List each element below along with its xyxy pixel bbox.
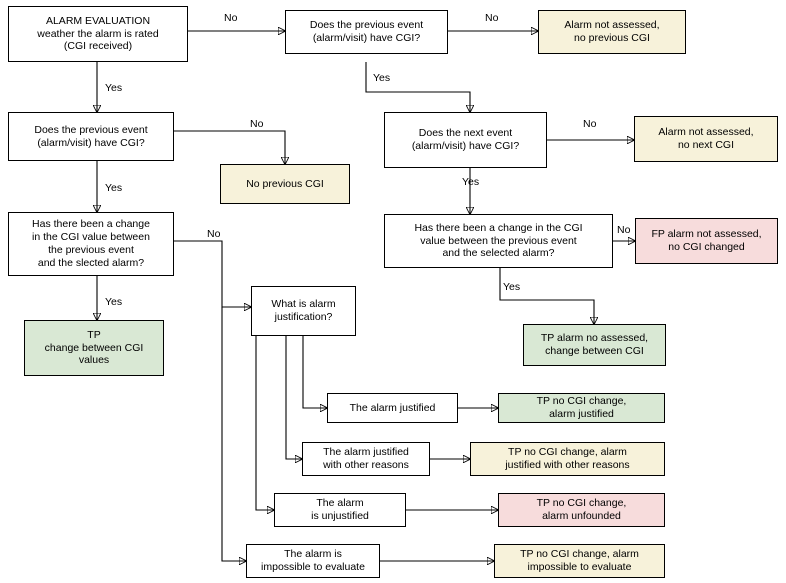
edge-label-changeleft-no: No: [207, 228, 221, 240]
node-out-alarm-justified-label: TP no CGI change, alarm justified: [536, 395, 627, 420]
node-alarm-not-assessed-no-next-cgi: [634, 116, 778, 162]
node-the-alarm-justified-label: The alarm justified: [349, 401, 436, 414]
edge-label-prevtop-no: No: [485, 12, 499, 24]
node-no-previous-cgi-label: No previous CGI: [246, 177, 324, 190]
node-alarm-not-assessed-no-previous-cgi-label: Alarm not assessed, no previous CGI: [564, 19, 660, 44]
edge-label-prevleft-yes: Yes: [105, 182, 123, 194]
node-no-previous-cgi: [220, 164, 350, 204]
node-what-is-alarm-justification: [251, 286, 356, 336]
node-prev-event-left-label: Does the previous event (alarm/visit) have CGI?: [34, 123, 148, 149]
node-tp-change-between-cgi-values: [24, 320, 164, 376]
node-alarm-not-assessed-no-next-cgi-label: Alarm not assessed, no next CGI: [658, 126, 754, 151]
node-tp-change-between-cgi-values-label: TP change between CGI values: [44, 328, 144, 367]
node-tp-alarm-no-assessed-change-between-cgi: [523, 324, 666, 366]
node-what-is-alarm-justification-label: What is alarm justification?: [271, 298, 336, 323]
node-start-label: ALARM EVALUATION weather the alarm is rated (CGI received): [37, 14, 159, 53]
node-next-event: [384, 112, 547, 168]
node-the-alarm-justified: [327, 393, 458, 423]
node-out-alarm-justified-other-reasons: [470, 442, 665, 476]
node-tp-alarm-no-assessed-change-between-cgi-label: TP alarm no assessed, change between CGI: [540, 332, 649, 357]
node-the-alarm-justified-other-reasons: [302, 442, 430, 476]
node-out-alarm-impossible-to-evaluate-label: TP no CGI change, alarm impossible to evaluate: [520, 548, 639, 573]
node-next-event-label: Does the next event (alarm/visit) have CGI?: [411, 127, 520, 152]
node-out-alarm-impossible-to-evaluate: [494, 544, 665, 578]
node-change-left: [8, 212, 174, 276]
node-the-alarm-is-unjustified: [274, 493, 406, 527]
node-fp-alarm-not-assessed: [635, 218, 778, 264]
node-the-alarm-justified-other-reasons-label: The alarm justified with other reasons: [323, 446, 409, 471]
node-out-alarm-justified: [498, 393, 665, 423]
edge-label-changeright-yes: Yes: [503, 281, 521, 293]
node-start: [8, 6, 188, 62]
node-prev-event-left: [8, 112, 174, 161]
edge-label-prevleft-no: No: [250, 118, 264, 130]
node-out-alarm-justified-other-reasons-label: TP no CGI change, alarm justified with other reasons: [505, 446, 630, 471]
node-out-alarm-unfounded: [498, 493, 665, 527]
edge-label-changeleft-yes: Yes: [105, 296, 123, 308]
node-change-right: [384, 214, 613, 268]
edge-label-start-no: No: [224, 12, 238, 24]
node-change-left-label: Has there been a change in the CGI value between the previous event and the slected alarm?: [32, 218, 150, 269]
node-change-right-label: Has there been a change in the CGI value between the previous event and the selected alarm?: [414, 221, 583, 260]
node-alarm-not-assessed-no-previous-cgi: [538, 10, 686, 54]
node-out-alarm-unfounded-label: TP no CGI change, alarm unfounded: [536, 497, 627, 522]
node-fp-alarm-not-assessed-label: FP alarm not assessed, no CGI changed: [651, 228, 762, 253]
edge-label-changeright-no: No: [617, 224, 631, 236]
edge-label-prevtop-yes: Yes: [373, 72, 391, 84]
node-the-alarm-is-unjustified-label: The alarm is unjustified: [311, 497, 369, 522]
node-prev-event-top-label: Does the previous event (alarm/visit) have CGI?: [309, 19, 424, 44]
edge-label-start-yes: Yes: [105, 82, 123, 94]
node-the-alarm-impossible-to-evaluate: [246, 544, 380, 578]
node-prev-event-top: [285, 10, 448, 54]
edge-label-nextevent-no: No: [583, 118, 597, 130]
edge-label-nextevent-yes: Yes: [462, 176, 480, 188]
node-the-alarm-impossible-to-evaluate-label: The alarm is impossible to evaluate: [261, 548, 365, 573]
